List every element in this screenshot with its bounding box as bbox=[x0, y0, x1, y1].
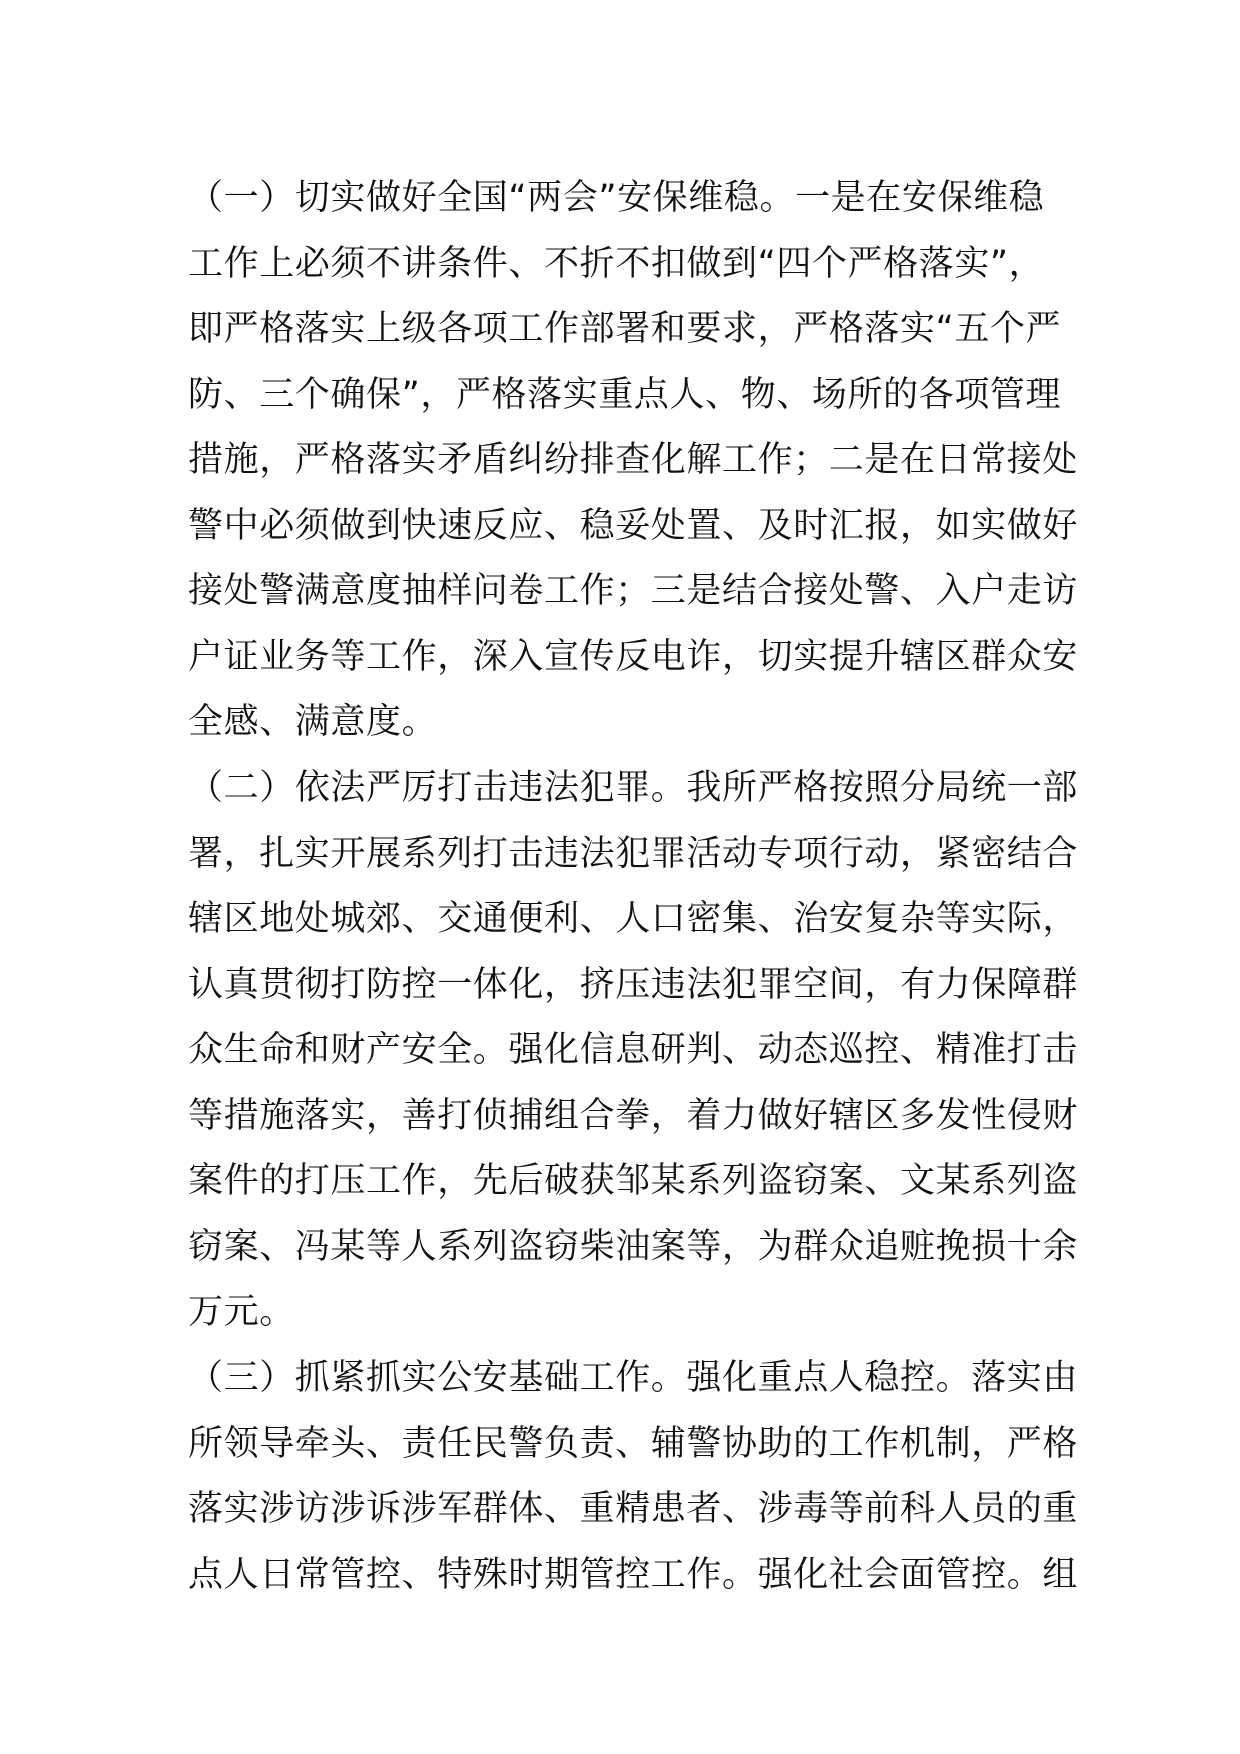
paragraph-line: 署，扎实开展系列打击违法犯罪活动专项行动，紧密结合 bbox=[188, 833, 1079, 874]
paragraph-line: 工作上必须不讲条件、不折不扣做到“四个严格落实”， bbox=[188, 243, 1045, 284]
paragraph-line: （三）抓紧抓实公安基础工作。强化重点人稳控。落实由 bbox=[188, 1358, 1079, 1398]
paragraph-line: 警中必须做到快速反应、稳妥处置、及时汇报，如实做好 bbox=[188, 505, 1079, 546]
paragraph-line: 防、三个确保”，严格落实重点人、物、场所的各项管理 bbox=[188, 374, 1062, 415]
paragraph-line: 户证业务等工作，深入宣传反电诈，切实提升辖区群众安 bbox=[188, 636, 1079, 677]
paragraph-line: 窃案、冯某等人系列盗窃柴油案等，为群众追赃挽损十余 bbox=[188, 1226, 1079, 1267]
paragraph-line: 众生命和财产安全。强化信息研判、动态巡控、精准打击 bbox=[188, 1030, 1079, 1070]
paragraph-line: 即严格落实上级各项工作部署和要求，严格落实“五个严 bbox=[188, 309, 1062, 349]
paragraph-line: 所领导牵头、责任民警负责、辅警协助的工作机制，严格 bbox=[188, 1423, 1079, 1464]
paragraph-security-stability bbox=[188, 166, 1079, 756]
paragraph-line: 措施，严格落实矛盾纠纷排查化解工作；二是在日常接处 bbox=[188, 440, 1079, 480]
paragraph-line: （一）切实做好全国“两会”安保维稳。一是在安保维稳 bbox=[188, 178, 1045, 218]
paragraph-line: 辖区地处城郊、交通便利、人口密集、治安复杂等实际， bbox=[188, 899, 1079, 939]
paragraph-line: 案件的打压工作，先后破获邹某系列盗窃案、文某系列盗 bbox=[188, 1161, 1079, 1201]
paragraph-line: 接处警满意度抽样问卷工作；三是结合接处警、入户走访 bbox=[188, 571, 1079, 611]
paragraph-line: （二）依法严厉打击违法犯罪。我所严格按照分局统一部 bbox=[188, 768, 1079, 808]
paragraph-line: 认真贯彻打防控一体化，挤压违法犯罪空间，有力保障群 bbox=[188, 964, 1079, 1005]
paragraph-line: 万元。 bbox=[188, 1292, 295, 1332]
paragraph-line: 全感、满意度。 bbox=[188, 702, 438, 742]
paragraph-public-security-basics bbox=[188, 1346, 1079, 1608]
paragraph-line: 落实涉访涉诉涉军群体、重精患者、涉毒等前科人员的重 bbox=[188, 1489, 1079, 1529]
paragraph-line: 点人日常管控、特殊时期管控工作。强化社会面管控。组 bbox=[188, 1554, 1079, 1595]
paragraph-crime-crackdown bbox=[188, 756, 1079, 1346]
paragraph-line: 等措施落实，善打侦捕组合拳，着力做好辖区多发性侵财 bbox=[188, 1095, 1079, 1136]
